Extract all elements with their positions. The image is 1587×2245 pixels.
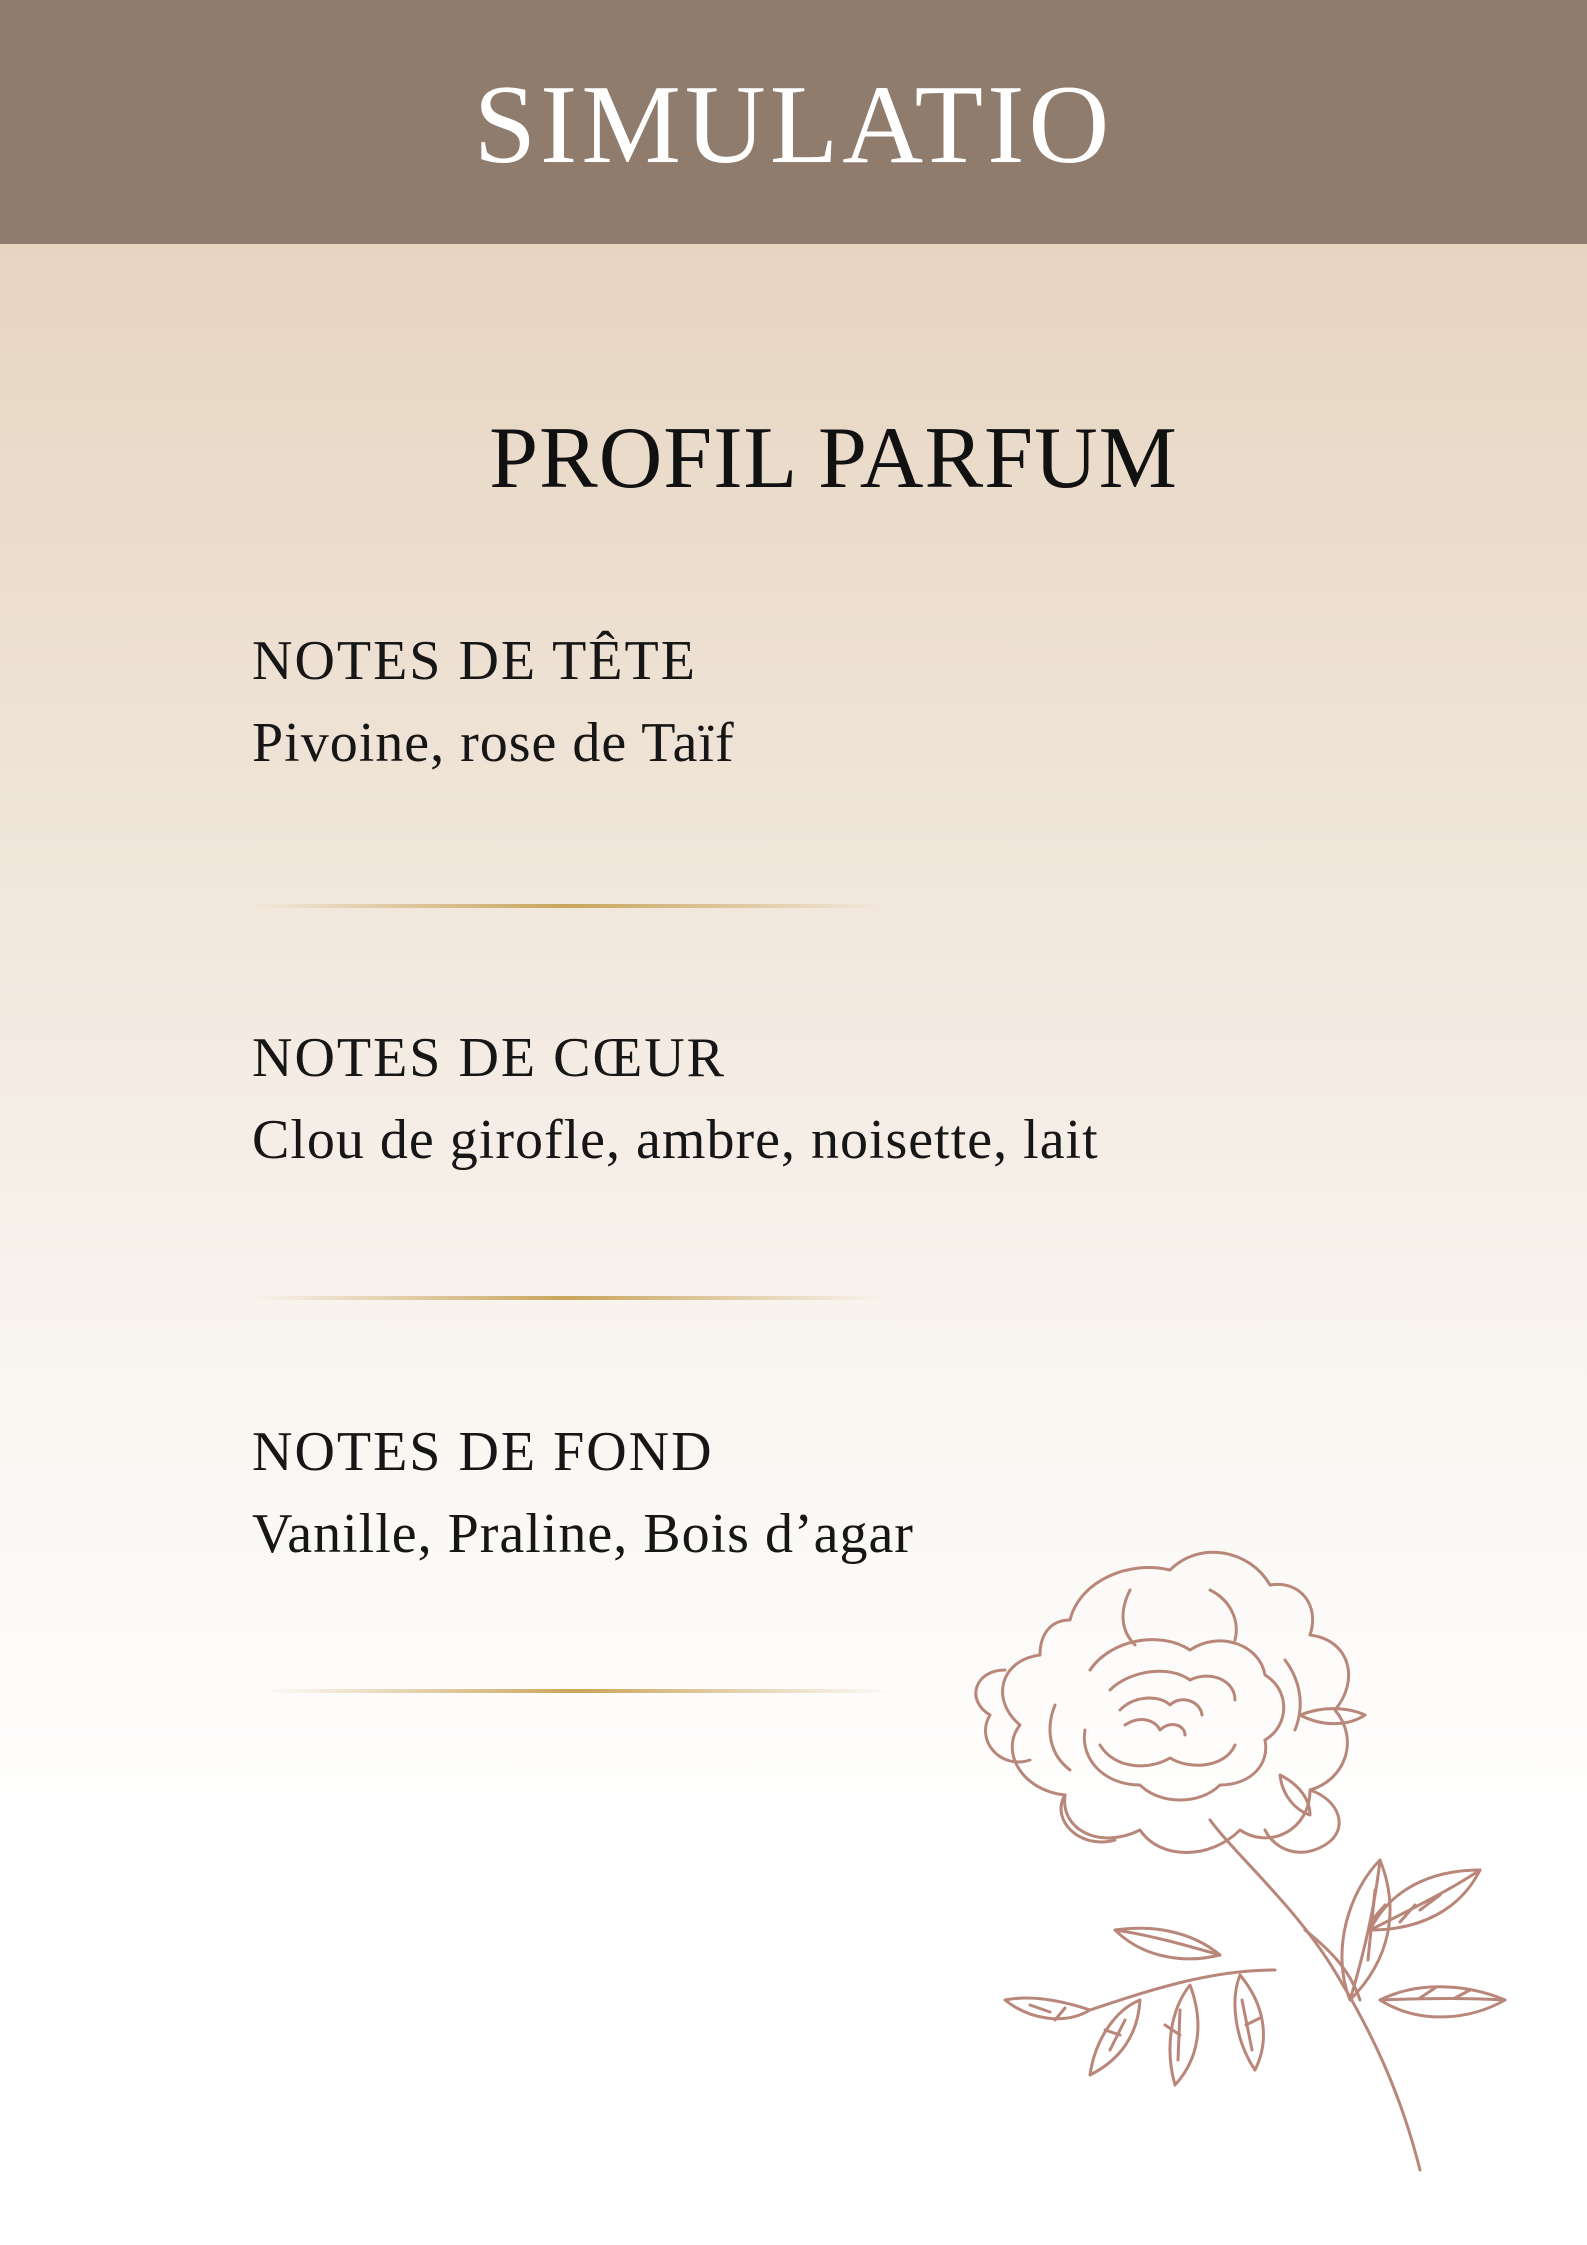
- section-notes: Vanille, Praline, Bois d’agar: [252, 1503, 914, 1565]
- peony-flower-icon: [880, 1530, 1540, 2200]
- header-bar: [0, 0, 1587, 244]
- section-heart-notes: [252, 1027, 1099, 1171]
- section-top-notes: [252, 630, 735, 774]
- section-title: NOTES DE FOND: [252, 1421, 714, 1483]
- section-notes: Pivoine, rose de Taïf: [252, 712, 735, 774]
- section-title: NOTES DE CŒUR: [252, 1027, 727, 1089]
- divider: [262, 1689, 892, 1693]
- page-title: PROFIL PARFUM: [489, 410, 1178, 507]
- divider: [252, 904, 882, 908]
- section-title: NOTES DE TÊTE: [252, 630, 697, 692]
- divider: [252, 1296, 882, 1300]
- brand-name: SIMULATIO: [473, 62, 1114, 187]
- section-notes: Clou de girofle, ambre, noisette, lait: [252, 1109, 1099, 1171]
- section-base-notes: [252, 1421, 914, 1565]
